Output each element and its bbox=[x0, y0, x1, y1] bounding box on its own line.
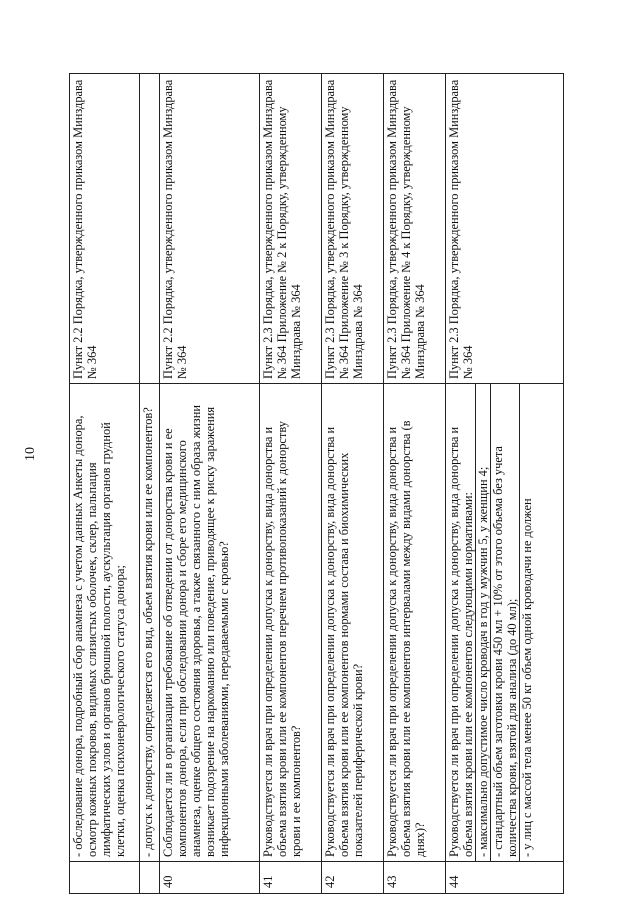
landscape-sheet bbox=[69, 74, 569, 894]
norm-item: - у лиц с массой тела менее 50 кг объем одной кроводачи не должен bbox=[519, 384, 534, 861]
table-row bbox=[140, 74, 160, 894]
norm-item: - стандартный объем заготовки крови 450 мл + 10% от этого объема без учета количества крови, взятой для анализа (до 40 мл); bbox=[490, 384, 519, 861]
table-row bbox=[70, 74, 140, 894]
table-row bbox=[160, 74, 260, 894]
row-number: 40 bbox=[160, 862, 260, 894]
requirement-text: - допуск к донорству, определяется его вид, объем взятия крови или ее компонентов? bbox=[140, 384, 160, 862]
row-number bbox=[70, 862, 140, 894]
legal-reference: Пункт 2.2 Порядка, утвержденного приказом Минздрава № 364 bbox=[160, 74, 260, 384]
requirement-text: Руководствуется ли врач при определении допуска к донорству, вида донорства и объема взятия крови или ее компонентов перечнем противопоказаний к донорству крови и ее компонентов? bbox=[260, 384, 322, 862]
table-row bbox=[322, 74, 384, 894]
legal-reference bbox=[140, 74, 160, 384]
requirement-text: - обследование донора, подробный сбор анамнеза с учетом данных Анкеты донора, осмотр кожных покровов, видимых слизистых оболочек, склер, пальпация лимфатических узлов и органов брюшной полости, аускультация органов грудной клетки, оценка психоневрологического статуса донора; bbox=[70, 384, 140, 862]
requirement-cell bbox=[446, 384, 564, 862]
table-row bbox=[446, 74, 564, 894]
legal-reference: Пункт 2.3 Порядка, утвержденного приказом Минздрава № 364 Приложение № 4 к Порядку, утвержденному Минздрава № 364 bbox=[384, 74, 446, 384]
row-number bbox=[140, 862, 160, 894]
legal-reference: Пункт 2.2 Порядка, утвержденного приказом Минздрава № 364 bbox=[70, 74, 140, 384]
legal-reference: Пункт 2.3 Порядка, утвержденного приказом Минздрава № 364 Приложение № 2 к Порядку, утвержденному Минздрава № 364 bbox=[260, 74, 322, 384]
legal-reference: Пункт 2.3 Порядка, утвержденного приказом Минздрава № 364 bbox=[446, 74, 564, 384]
row-number: 44 bbox=[446, 862, 564, 894]
requirement-text: Соблюдается ли в организации требование об отведении от донорства крови и ее компонентов донора, если при обследовании донора и сборе его медицинского анамнеза, оценке общего состояния здоровья, а также связанного с ним образа жизни возникает подозрение на наркоманию или поведение, приводящее к риску заражения инфекционными заболеваниями, передаваемыми с кровью? bbox=[160, 384, 260, 862]
row-number: 41 bbox=[260, 862, 322, 894]
row-number: 42 bbox=[322, 862, 384, 894]
row-number: 43 bbox=[384, 862, 446, 894]
requirement-text: Руководствуется ли врач при определении допуска к донорству, вида донорства и объема взятия крови или ее компонентов интервалами между видами донорства (в днях)? bbox=[384, 384, 446, 862]
legal-reference: Пункт 2.3 Порядка, утвержденного приказом Минздрава № 364 Приложение № 3 к Порядку, утвержденному Минздрава № 364 bbox=[322, 74, 384, 384]
requirement-text: Руководствуется ли врач при определении допуска к донорству, вида донорства и объема взятия крови или ее компонентов нормами состава и биохимических показателей периферической крови? bbox=[322, 384, 384, 862]
table-row bbox=[384, 74, 446, 894]
requirement-text: Руководствуется ли врач при определении допуска к донорству, вида донорства и объема взятия крови или ее компонентов следующими нормативами: bbox=[447, 426, 475, 857]
norm-item: - максимально допустимое число кроводач в год у мужчин 5, у женщин 4; bbox=[475, 384, 490, 861]
checklist-table bbox=[69, 73, 564, 894]
table-row bbox=[260, 74, 322, 894]
page-number: 10 bbox=[23, 447, 38, 461]
